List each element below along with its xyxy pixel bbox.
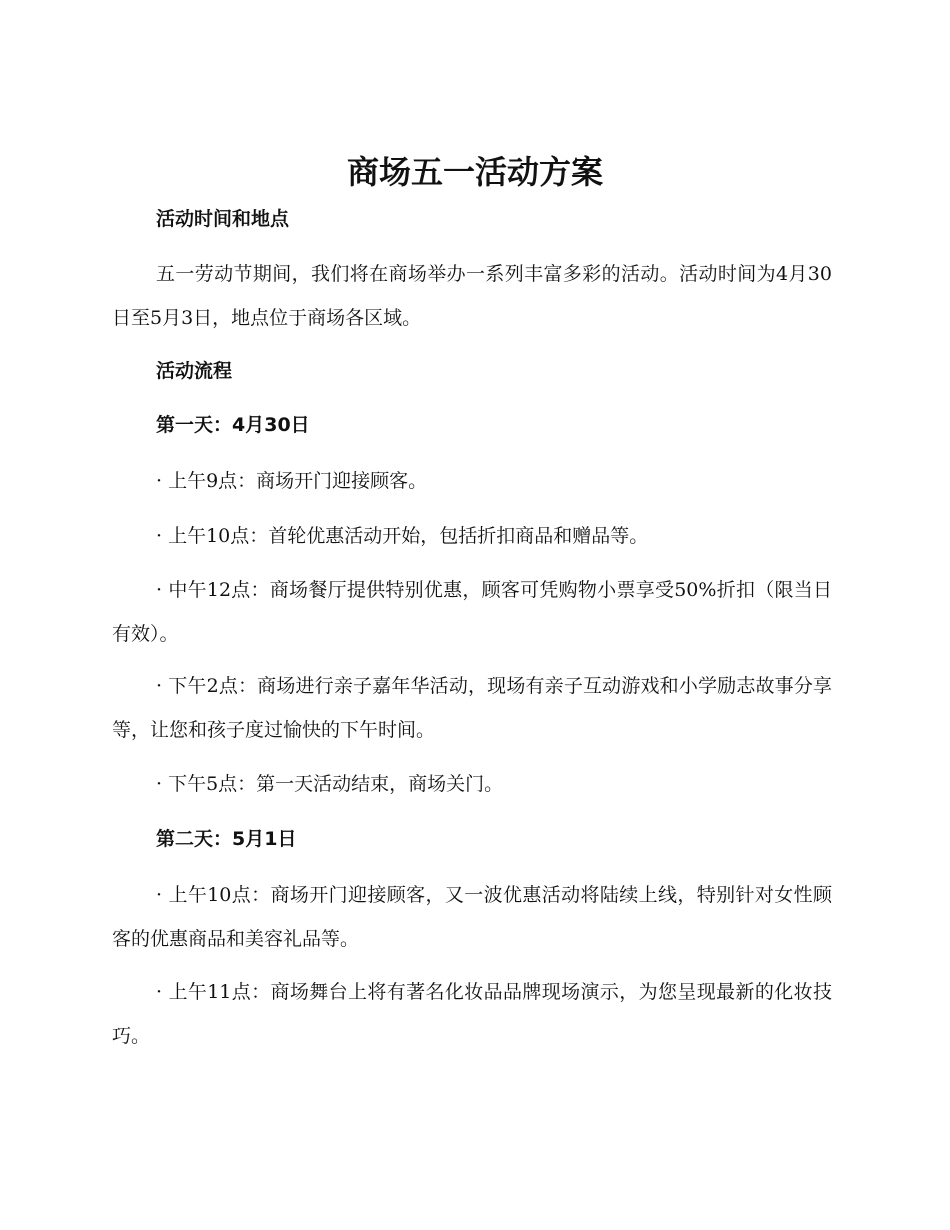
section-heading-time-place: 活动时间和地点 — [156, 208, 290, 230]
section-heading-day-one: 第一天：4月30日 — [156, 414, 310, 436]
section-heading-process: 活动流程 — [156, 360, 233, 382]
document-title: 商场五一活动方案 — [346, 153, 603, 191]
list-item-day-two-11am: · 上午11点：商场舞台上将有著名化妆品品牌现场演示，为您呈现最新的化妆技巧。 — [112, 981, 832, 1047]
list-item-day-one-2pm: · 下午2点：商场进行亲子嘉年华活动，现场有亲子互动游戏和小学励志故事分享等，让您和孩子度过愉快的下午时间。 — [112, 675, 832, 741]
paragraph-time-place: 五一劳动节期间，我们将在商场举办一系列丰富多彩的活动。活动时间为4月30日至5月3日，地点位于商场各区域。 — [112, 263, 832, 329]
list-item-day-one-10am: · 上午10点：首轮优惠活动开始，包括折扣商品和赠品等。 — [156, 525, 649, 547]
section-heading-day-two: 第二天：5月1日 — [156, 828, 297, 850]
list-item-day-one-5pm: · 下午5点：第一天活动结束，商场关门。 — [156, 773, 504, 795]
list-item-day-one-12pm: · 中午12点：商场餐厅提供特别优惠，顾客可凭购物小票享受50%折扣（限当日有效）。 — [112, 579, 832, 645]
list-item-day-one-9am: · 上午9点：商场开门迎接顾客。 — [156, 470, 428, 492]
list-item-day-two-10am: · 上午10点：商场开门迎接顾客，又一波优惠活动将陆续上线，特别针对女性顾客的优惠商品和美容礼品等。 — [112, 884, 832, 950]
